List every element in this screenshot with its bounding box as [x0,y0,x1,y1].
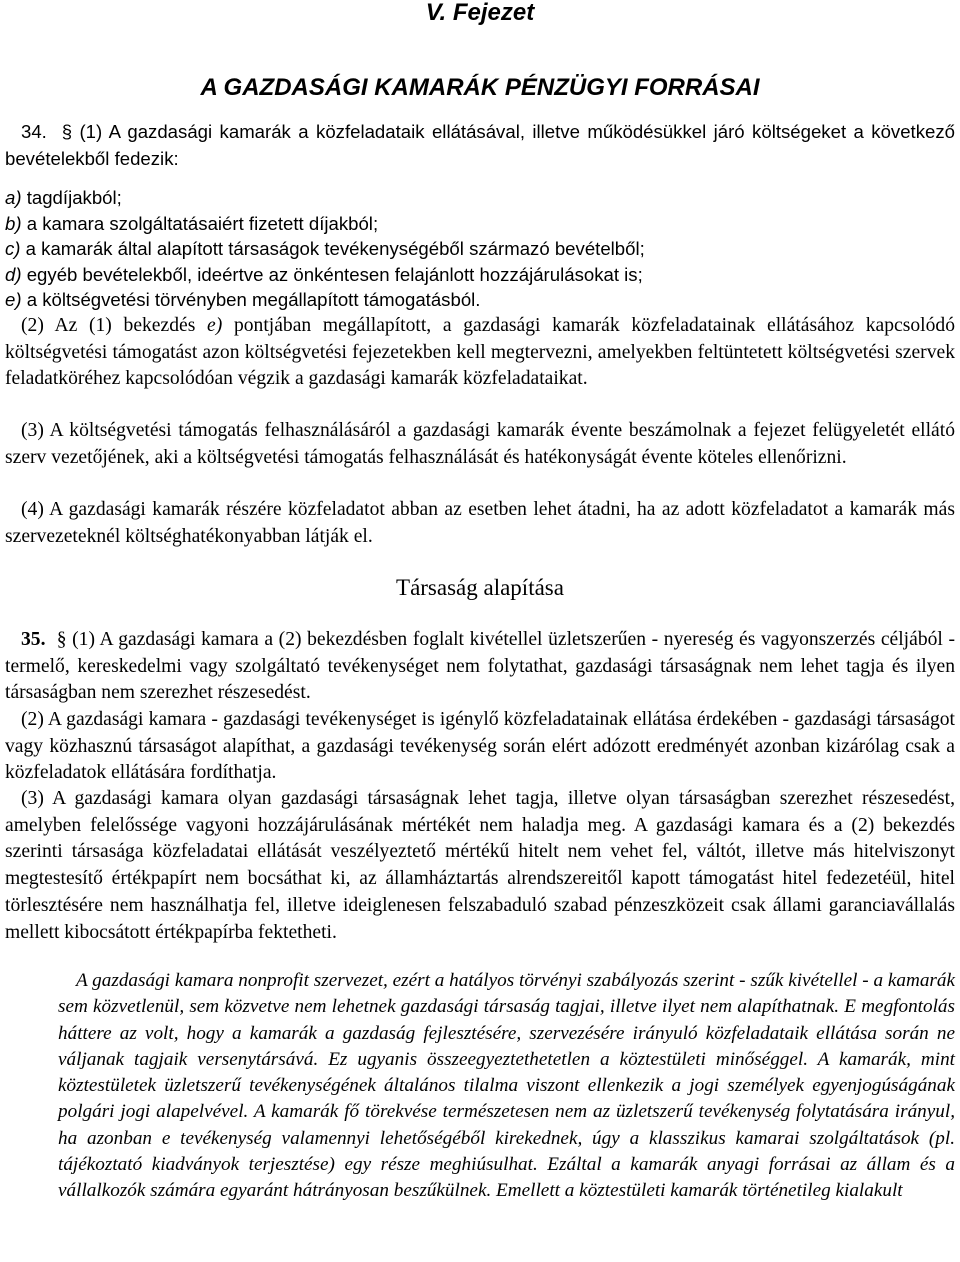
s34-paragraph-4: (4) A gazdasági kamarák részére közfeladatot abban az esetben lehet átadni, ha az adott közfeladatot a kamarák más szervezeteknél költséghatékonyabban látják el. [5,499,955,547]
s35-number: 35. [21,629,46,650]
s34-p1-text: § (1) A gazdasági kamarák a közfeladataik ellátásával, illetve működésükkel járó költségeket a következő bevételekből fedezik: [5,121,955,169]
item-text: a költségvetési törvényben megállapított támogatásból. [21,289,481,310]
item-letter: d) [5,264,22,285]
item-text: a kamarák által alapított társaságok tevékenységéből származó bevételből; [20,238,645,259]
chapter-number: V. Fejezet [425,0,535,26]
section-title: Társaság alapítása [396,575,564,600]
s34-paragraph-2 [5,313,955,393]
commentary-note: A gazdasági kamara nonprofit szervezet, ezért a hatályos törvényi szabályozás szerint - szűk kivétellel - a kamarák sem közvetlenül, sem közvetve nem lehetnek gazdasági társaság tagjai, illetve ilyet nem alapíthatnak. E megfontolás háttere az volt, hogy a kamarák a gazdaság fejlesztésére, szervezésére irányuló közfeladataik ellátása során ne váljanak tagjaik versenytársává. Ez ugyanis összeegyeztethetetlen a köztestületi minőséggel. A kamarák, mint köztestületek üzletszerű tevékenységének általános tilalma viszont ellenkezik a jogi személyek egyenjogúságának polgári jogi alapelvével. A kamarák fő törekvése természetesen nem az üzletszerű tevékenység folytatására irányul, ha azonban e tevékenység valamennyi lehetőségéből kirekednek, úgy a klasszikus kamarai szolgáltatások (pl. tájékoztató kiadványok terjesztése) egy része meghiúsulhat. Ezáltal a kamarák anyagi forrásai az állam és a vállalkozók számára egyaránt hátrányosan beszűkülnek. Emellett a köztestületi kamarák történetileg kialakult [58,970,955,1202]
s35-paragraph-1 [5,627,955,707]
s34-number: 34. [21,121,47,142]
item-text: egyéb bevételekből, ideértve az önkéntesen felajánlott hozzájárulásokat is; [21,264,643,285]
s34-item-c [5,235,955,262]
s34-paragraph-1 [5,118,955,172]
p2-text-a: (2) Az (1) bekezdés [21,315,208,336]
s35-paragraph-3: (3) A gazdasági kamara olyan gazdasági társaságnak lehet tagja, illetve olyan társaságban szerezhet részesedést, amelyben felelőssége vagyoni hozzájárulásának mértékét nem haladja meg. A gazdasági kamara és a (2) bekezdés szerinti társasága közfeladatai ellátását veszélyeztető mértékű hitelt nem vehet fel, váltót, illetve más hitelviszonyt megtestesítő értékpapírt nem bocsáthat ki, az államháztartás alrendszereitől kapott támogatást hitel fedezetéül, hitel törlesztésére nem használhatja fel, illetve ideiglenesen felszabaduló szabad pénzeszközeit csak állami garanciavállalás mellett kibocsátott értékpapírba fektetheti. [5,788,955,943]
item-letter: b) [5,213,22,234]
p2-emphasis: e) [207,315,223,336]
p2-text-b: pontjában megállapított, a gazdasági kamarák közfeladatainak ellátásához kapcsolódó költségvetési támogatást azon költségvetési fejezetekben kell megtervezni, amelyekben feltüntetett költségvetési szervek feladatköréhez kapcsolódóan végzik a gazdasági kamarák közfeladataikat. [5,315,955,390]
s35-p1-text: § (1) A gazdasági kamara a (2) bekezdésben foglalt kivétellel üzletszerűen - nyereség és vagyonszerzés céljából - termelő, kereskedelmi vagy szolgáltató tevékenységet nem folytathat, gazdasági társaságnak nem lehet tagja és ilyen társaságban nem szerezhet részesedést. [5,629,955,704]
chapter-title: A GAZDASÁGI KAMARÁK PÉNZÜGYI FORRÁSAI [200,74,760,101]
item-letter: a) [5,187,22,208]
s34-item-b [5,210,955,237]
item-text: tagdíjakból; [21,187,122,208]
s35-paragraph-2: (2) A gazdasági kamara - gazdasági tevékenységet is igénylő közfeladatainak ellátása érdekében - gazdasági társaságot vagy közhasznú társaságot alapíthat, a gazdasági tevékenység során elért adózott eredményét azonban kizárólag csak a közfeladatok ellátására fordíthatja. [5,709,955,784]
item-text: a kamara szolgáltatásaiért fizetett díjakból; [21,213,379,234]
s34-item-e [5,286,955,313]
s34-paragraph-3: (3) A költségvetési támogatás felhasználásáról a gazdasági kamarák évente beszámolnak a fejezet felügyeletét ellátó szerv vezetőjének, aki a költségvetési támogatás felhasználását és hatékonyságát évente köteles ellenőrizni. [5,420,955,468]
s34-item-d [5,261,955,288]
item-letter: e) [5,289,22,310]
item-letter: c) [5,238,21,259]
s34-item-a [5,184,955,211]
